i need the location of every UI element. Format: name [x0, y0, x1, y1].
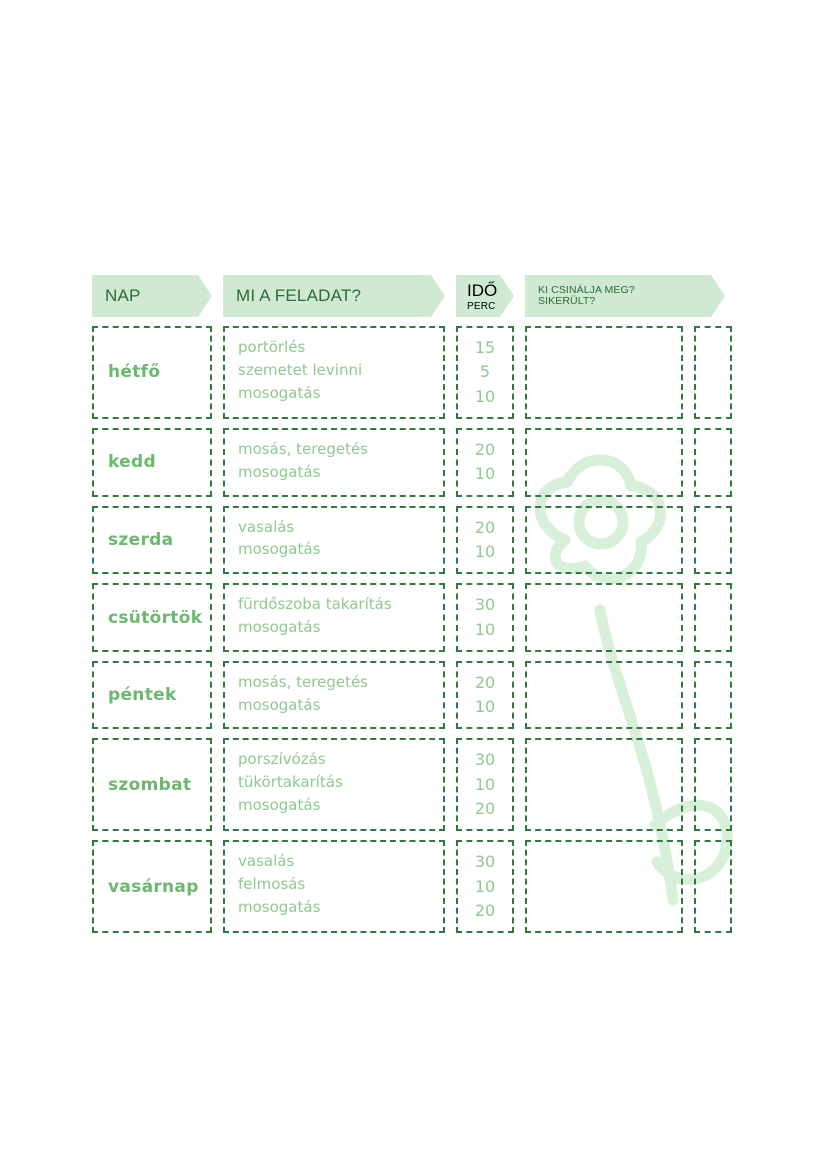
table-row — [92, 506, 732, 575]
who-cell[interactable] — [525, 428, 683, 497]
time-line: 10 — [474, 541, 496, 561]
time-cell — [456, 506, 514, 575]
day-cell — [92, 326, 212, 419]
done-cell[interactable] — [694, 661, 732, 730]
header-label-time: IDŐ — [467, 280, 498, 300]
time-line: 30 — [474, 852, 496, 872]
time-line: 15 — [474, 338, 496, 357]
task-cell — [223, 428, 445, 497]
task-cell — [223, 326, 445, 419]
header-label-time-unit: PERC — [467, 300, 496, 312]
who-cell[interactable] — [525, 506, 683, 575]
time-line: 10 — [474, 464, 496, 484]
day-cell — [92, 840, 212, 933]
task-line: mosogatás — [238, 383, 321, 402]
task-cell — [223, 583, 445, 652]
who-cell[interactable] — [525, 738, 683, 831]
task-line: mosás, teregetés — [238, 672, 368, 691]
task-line: mosogatás — [238, 617, 321, 636]
done-cell[interactable] — [694, 428, 732, 497]
day-cell — [92, 661, 212, 730]
header-banner-time — [456, 275, 514, 317]
task-line: mosogatás — [238, 897, 321, 916]
task-line: vasalás — [238, 852, 295, 871]
day-label: kedd — [108, 452, 156, 473]
time-line: 5 — [479, 362, 491, 382]
task-line: vasalás — [238, 517, 295, 536]
header-label-day: NAP — [105, 286, 141, 306]
day-cell — [92, 428, 212, 497]
header-label-task: MI A FELADAT? — [236, 286, 362, 306]
header-banner-task — [223, 275, 445, 317]
table-row — [92, 326, 732, 419]
day-cell — [92, 583, 212, 652]
time-cell — [456, 326, 514, 419]
day-label: péntek — [108, 685, 177, 706]
time-line: 20 — [474, 517, 496, 537]
day-cell — [92, 738, 212, 831]
task-cell — [223, 840, 445, 933]
table-header-row — [92, 275, 732, 317]
day-label: szombat — [108, 774, 192, 795]
task-line: mosogatás — [238, 695, 321, 714]
time-line: 10 — [474, 697, 496, 717]
header-label-done: SIKERÜLT? — [538, 295, 596, 307]
task-line: mosogatás — [238, 540, 321, 559]
table-row — [92, 661, 732, 730]
time-line: 10 — [474, 386, 496, 406]
done-cell[interactable] — [694, 326, 732, 419]
time-line: 30 — [474, 750, 496, 770]
day-label: csütörtök — [108, 607, 203, 628]
task-line: porszívózás — [238, 750, 326, 769]
day-cell — [92, 506, 212, 575]
done-cell[interactable] — [694, 506, 732, 575]
table-body — [92, 326, 732, 933]
task-line: portörlés — [238, 338, 306, 356]
day-label: vasárnap — [108, 876, 199, 897]
task-line: felmosás — [238, 875, 306, 894]
time-cell — [456, 428, 514, 497]
day-label: hétfő — [108, 362, 161, 383]
task-line: tükörtakarítás — [238, 773, 343, 792]
time-line: 10 — [474, 876, 496, 896]
who-cell[interactable] — [525, 326, 683, 419]
task-line: szemetet levinni — [238, 360, 363, 379]
table-row — [92, 738, 732, 831]
header-label-who: KI CSINÁLJA MEG? — [538, 283, 635, 296]
time-cell — [456, 840, 514, 933]
task-line: mosogatás — [238, 796, 321, 815]
who-cell[interactable] — [525, 583, 683, 652]
task-line: fürdőszoba takarítás — [238, 595, 392, 614]
done-cell[interactable] — [694, 583, 732, 652]
table-row — [92, 583, 732, 652]
time-line: 20 — [474, 901, 496, 920]
header-banner-who — [525, 275, 725, 317]
table-row — [92, 428, 732, 497]
chore-table — [92, 275, 732, 942]
who-cell[interactable] — [525, 840, 683, 933]
time-cell — [456, 583, 514, 652]
task-line: mosogatás — [238, 462, 321, 481]
time-line: 20 — [474, 672, 496, 692]
done-cell[interactable] — [694, 738, 732, 831]
task-cell — [223, 738, 445, 831]
done-cell[interactable] — [694, 840, 732, 933]
day-label: szerda — [108, 529, 174, 550]
time-line: 20 — [474, 799, 496, 819]
time-line: 10 — [474, 774, 496, 794]
table-row — [92, 840, 732, 933]
time-line: 10 — [474, 619, 496, 639]
task-cell — [223, 661, 445, 730]
who-cell[interactable] — [525, 661, 683, 730]
time-cell — [456, 738, 514, 831]
task-line: mosás, teregetés — [238, 439, 368, 458]
time-line: 30 — [474, 595, 496, 615]
time-cell — [456, 661, 514, 730]
time-line: 20 — [474, 439, 496, 459]
header-banner-day — [92, 275, 212, 317]
task-cell — [223, 506, 445, 575]
